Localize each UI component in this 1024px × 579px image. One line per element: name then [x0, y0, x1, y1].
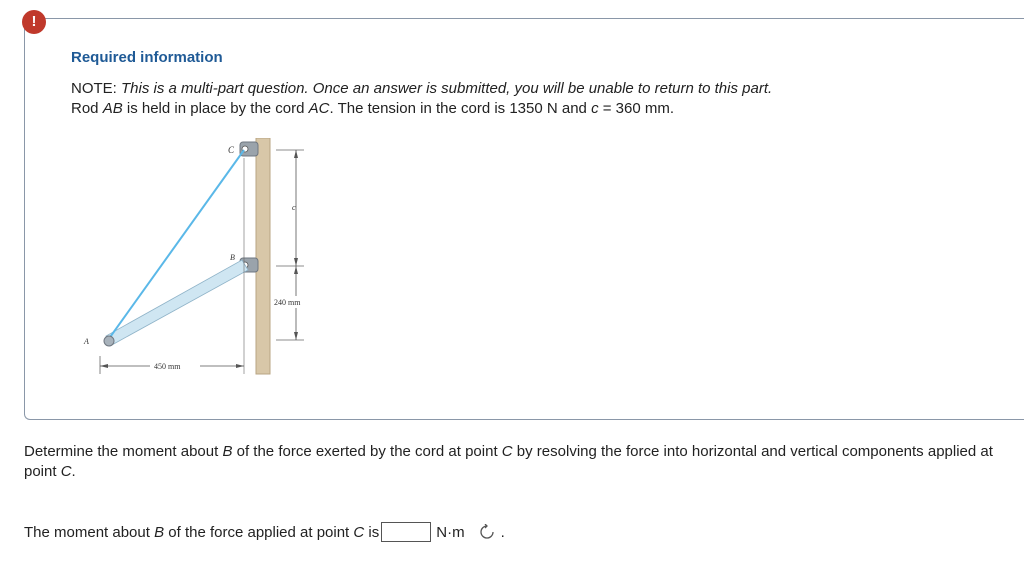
question-part: . [71, 463, 76, 480]
units-label: N·m [436, 523, 465, 541]
var-b: B [154, 523, 165, 541]
answer-text: The moment about [24, 523, 150, 541]
note-text-part: . The tension in the cord is 1350 N and [329, 100, 592, 117]
note-line-2 [71, 99, 772, 119]
alert-icon: ! [22, 10, 46, 34]
period: . [500, 523, 505, 541]
var-c: C [353, 523, 365, 541]
info-title: Required information [71, 49, 223, 66]
rod-cord-figure [78, 138, 328, 382]
var-b: B [222, 443, 233, 460]
note-line-1 [71, 79, 772, 99]
question-part: by resolving the force into horizontal and vertical components applied at point [24, 443, 993, 480]
question-part: Determine the moment about [24, 443, 223, 460]
label-450mm: 450 mm [154, 362, 181, 371]
moment-answer-input[interactable] [381, 522, 431, 542]
label-cdim: c [292, 203, 296, 212]
cord-ac-b [108, 156, 240, 340]
label-b: B [230, 253, 235, 262]
label-c: C [228, 145, 235, 155]
var-c: C [60, 463, 72, 480]
note-text-part: = 360 mm. [598, 100, 675, 117]
note-prefix: NOTE: [71, 80, 117, 97]
label-240mm: 240 mm [274, 298, 301, 307]
rod-ab [106, 260, 248, 346]
note-text [71, 79, 772, 119]
answer-line [24, 522, 505, 542]
question-part: of the force exerted by the cord at point [232, 443, 502, 460]
note-text-part: Rod [71, 100, 103, 117]
label-a: A [84, 337, 89, 346]
answer-text: is [368, 523, 380, 541]
refresh-icon[interactable] [479, 524, 495, 540]
var-ac: AC [308, 100, 330, 117]
point-a [104, 336, 114, 346]
answer-text: of the force applied at point [168, 523, 350, 541]
note-italic: This is a multi-part question. Once an answer is submitted, you will be unable to return to this part. [121, 80, 773, 97]
note-text-part: is held in place by the cord [122, 100, 309, 117]
var-c: c [591, 100, 599, 117]
question-text [24, 442, 999, 482]
var-ab: AB [102, 100, 123, 117]
wall [256, 138, 270, 374]
var-c: C [501, 443, 513, 460]
